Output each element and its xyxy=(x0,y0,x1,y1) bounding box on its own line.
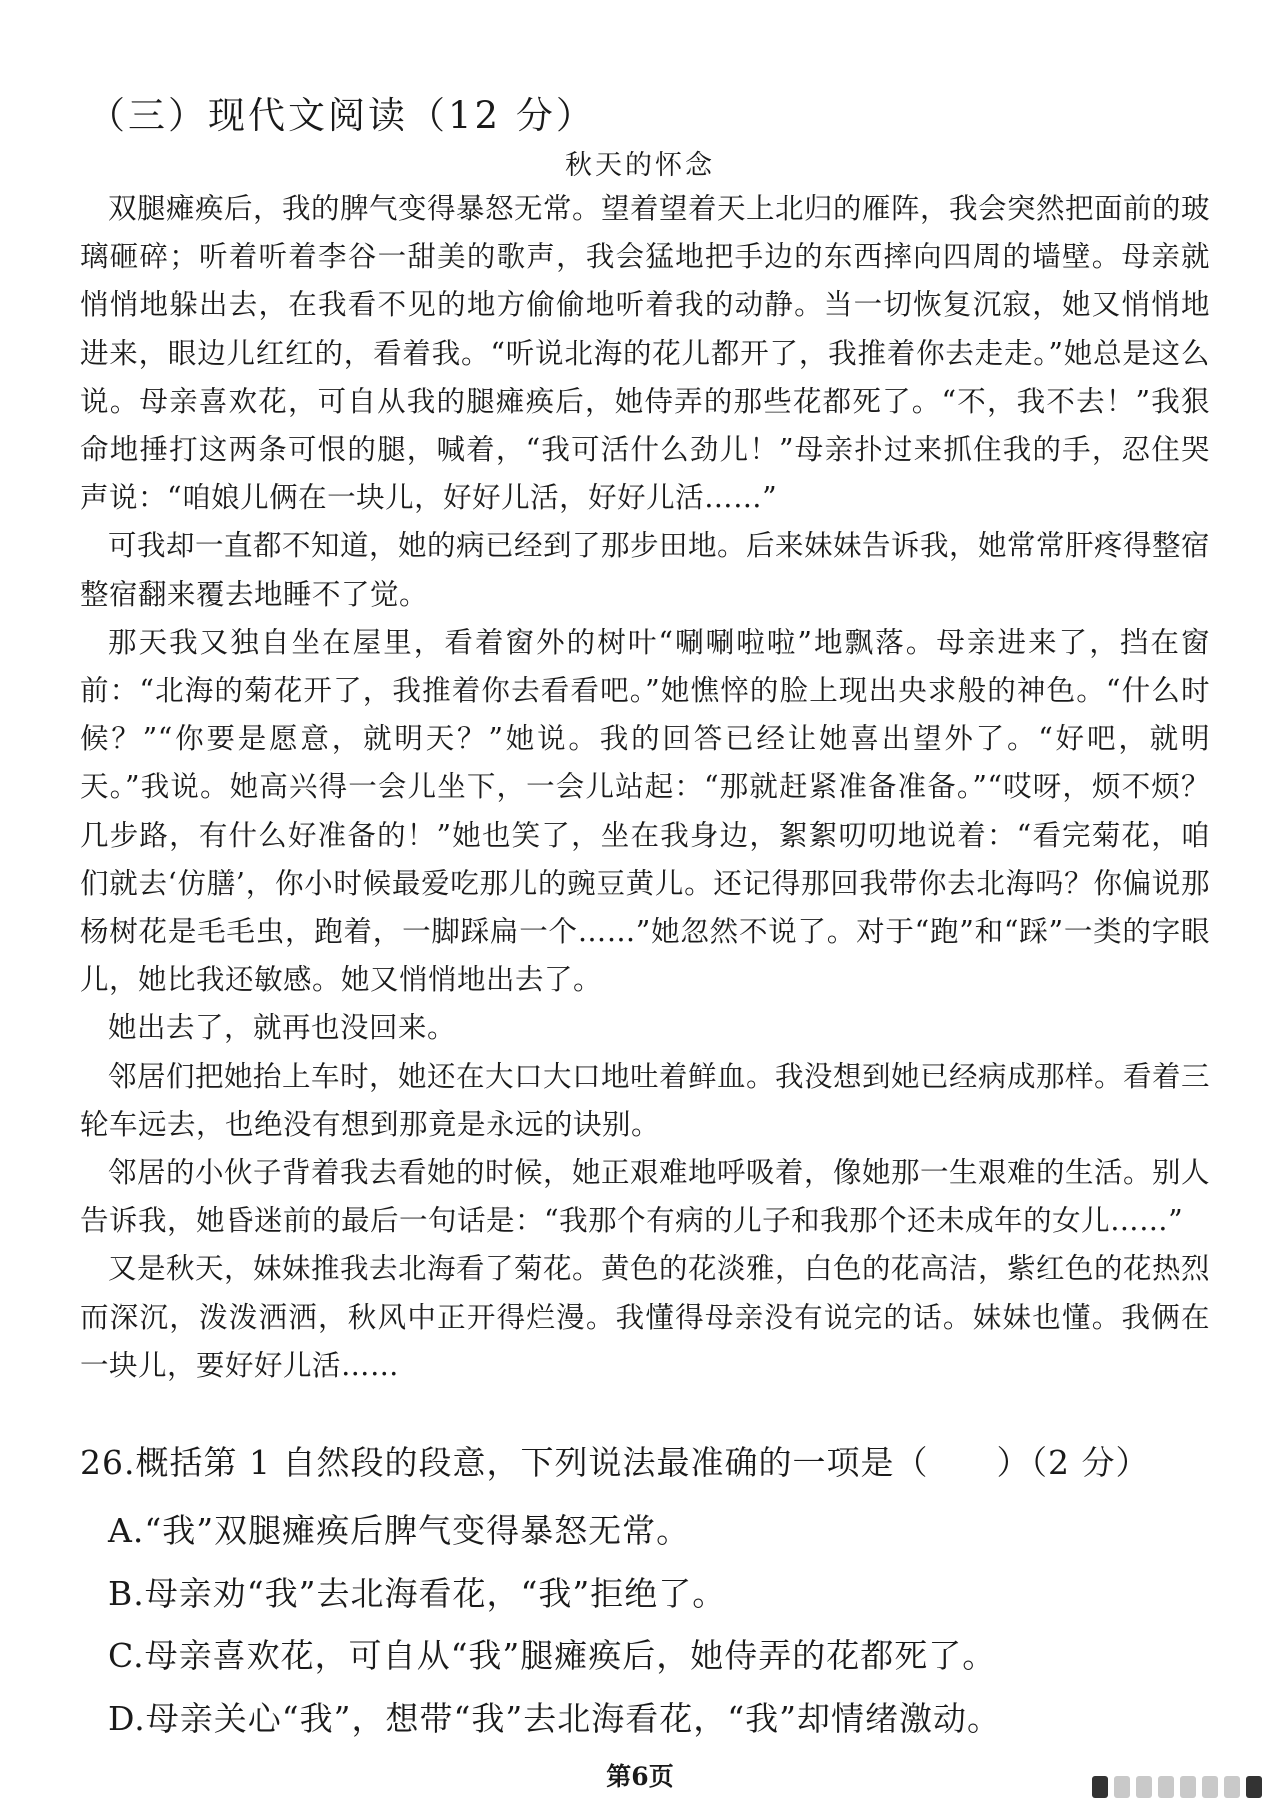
paragraph: 又是秋天，妹妹推我去北海看了菊花。黄色的花淡雅，白色的花高洁，紫红色的花热烈而深沉，泼泼洒洒，秋风中正开得烂漫。我懂得母亲没有说完的话。妹妹也懂。我俩在一块儿，要好好儿活…… xyxy=(80,1252,1211,1382)
option-b: B.母亲劝“我”去北海看花，“我”拒绝了。 xyxy=(108,1573,727,1613)
bar-mark xyxy=(1136,1776,1152,1798)
answer-options xyxy=(108,1500,1228,1750)
bar-mark xyxy=(1114,1776,1130,1798)
bar-mark xyxy=(1180,1776,1196,1798)
option-c: C.母亲喜欢花，可自从“我”腿瘫痪后，她侍弄的花都死了。 xyxy=(108,1636,997,1675)
paragraph: 邻居的小伙子背着我去看她的时候，她正艰难地呼吸着，像她那一生艰难的生活。别人告诉我，她昏迷前的最后一句话是：“我那个有病的儿子和我那个还未成年的女儿……” xyxy=(80,1156,1211,1238)
paragraph: 她出去了，就再也没回来。 xyxy=(108,1011,457,1045)
paragraph: 可我却一直都不知道，她的病已经到了那步田地。后来妹妹告诉我，她常常肝疼得整宿整宿翻来覆去地睡不了觉。 xyxy=(80,529,1211,611)
bar-mark xyxy=(1246,1776,1262,1798)
paragraph: 双腿瘫痪后，我的脾气变得暴怒无常。望着望着天上北归的雁阵，我会突然把面前的玻璃砸碎；听着听着李谷一甜美的歌声，我会猛地把手边的东西摔向四周的墙壁。母亲就悄悄地躲出去，在我看不见的地方偷偷地听着我的动静。当一切恢复沉寂，她又悄悄地进来，眼边儿红红的，看着我。“听说北海的花儿都开了，我推着你去走走。”她总是这么说。母亲喜欢花，可自从我的腿瘫痪后，她侍弄的那些花都死了。“不，我不去！”我狠命地捶打这两条可恨的腿，喊着，“我可活什么劲儿！”母亲扑过来抓住我的手，忍住哭声说：“咱娘儿俩在一块儿，好好儿活，好好儿活……” xyxy=(80,192,1211,515)
option-a: A.“我”双腿瘫痪后脾气变得暴怒无常。 xyxy=(108,1511,691,1550)
page-number: 第6页 xyxy=(606,1762,674,1791)
section-title: （三）现代文阅读（12 分） xyxy=(88,94,596,137)
question-26: 26.概括第 1 自然段的段意，下列说法最准确的一项是（ ）（2 分） xyxy=(80,1443,1150,1482)
watermark-bars xyxy=(1092,1768,1262,1798)
bar-mark xyxy=(1224,1776,1240,1798)
essay-title: 秋天的怀念 xyxy=(565,150,715,181)
paragraph: 邻居们把她抬上车时，她还在大口大口地吐着鲜血。我没想到她已经病成那样。看着三轮车远去，也绝没有想到那竟是永远的诀别。 xyxy=(80,1059,1211,1141)
bar-mark xyxy=(1092,1776,1108,1798)
essay-body xyxy=(80,185,1210,1390)
paragraph: 那天我又独自坐在屋里，看着窗外的树叶“唰唰啦啦”地飘落。母亲进来了，挡在窗前：“北海的菊花开了，我推着你去看看吧。”她憔悴的脸上现出央求般的神色。“什么时候？”“你要是愿意，就明天？”她说。我的回答已经让她喜出望外了。“好吧，就明天。”我说。她高兴得一会儿坐下，一会儿站起：“那就赶紧准备准备。”“哎呀，烦不烦？几步路，有什么好准备的！”她也笑了，坐在我身边，絮絮叨叨地说着：“看完菊花，咱们就去‘仿膳’，你小时候最爱吃那儿的豌豆黄儿。还记得那回我带你去北海吗？你偏说那杨树花是毛毛虫，跑着，一脚踩扁一个……”她忽然不说了。对于“跑”和“踩”一类的字眼儿，她比我还敏感。她又悄悄地出去了。 xyxy=(80,625,1210,997)
option-d: D.母亲关心“我”，想带“我”去北海看花，“我”却情绪激动。 xyxy=(108,1698,1001,1738)
bar-mark xyxy=(1158,1776,1174,1798)
bar-mark xyxy=(1202,1776,1218,1798)
